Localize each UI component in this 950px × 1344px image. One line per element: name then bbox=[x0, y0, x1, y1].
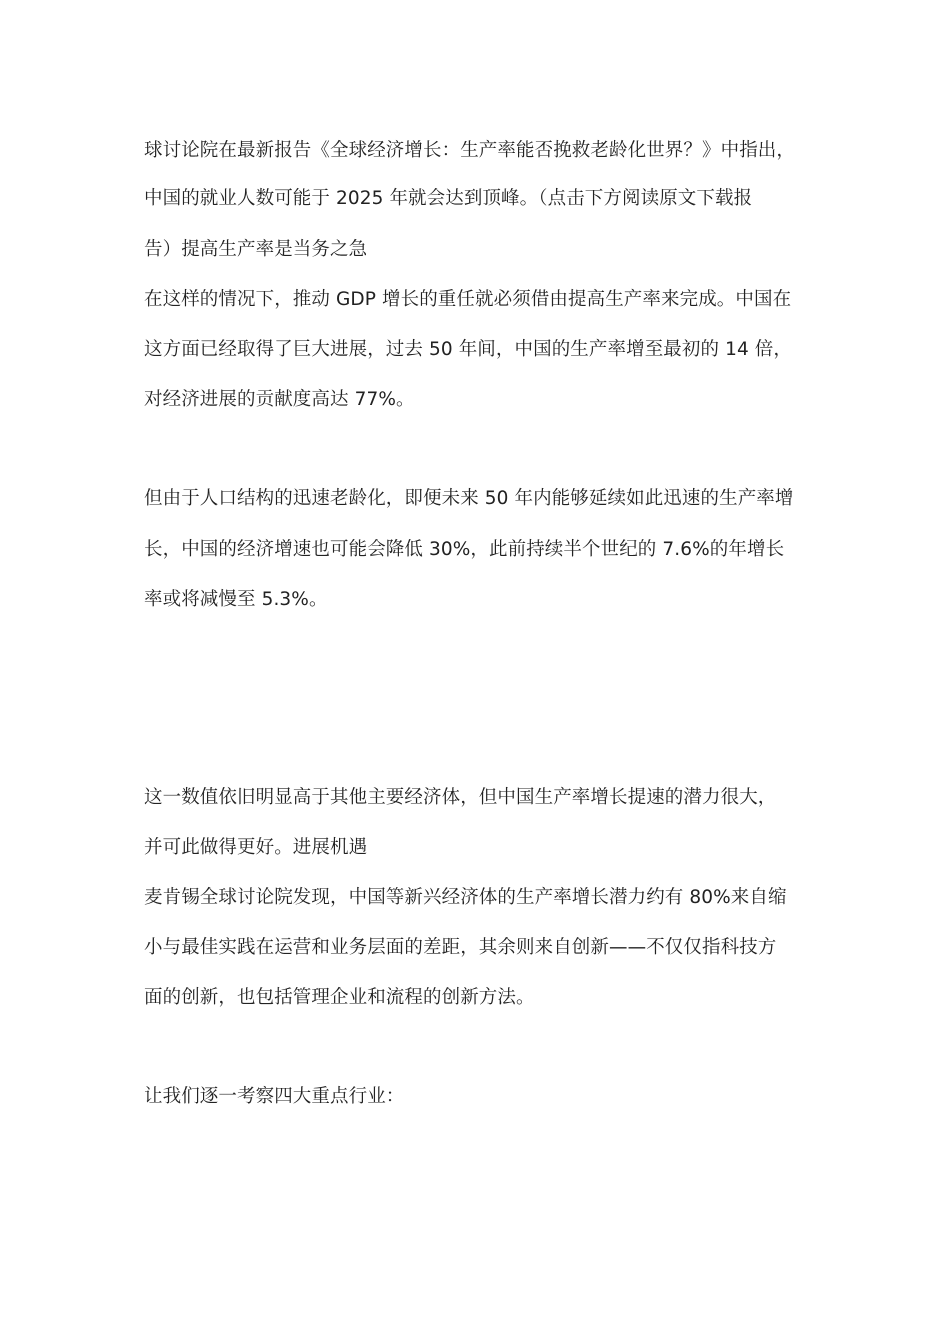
text-line: 长，中国的经济增速也可能会降低 30%，此前持续半个世纪的 7.6%的年增长 bbox=[144, 539, 785, 560]
text-line: 麦肯锡全球讨论院发现，中国等新兴经济体的生产率增长潜力约有 80%来自缩 bbox=[144, 887, 787, 908]
text-line: 对经济进展的贡献度高达 77%。 bbox=[144, 389, 415, 410]
text-line: 在这样的情况下，推动 GDP 增长的重任就必须借由提高生产率来完成。中国在 bbox=[144, 289, 792, 310]
text-line: 告）提高生产率是当务之急 bbox=[144, 239, 368, 260]
text-line: 但由于人口结构的迅速老龄化，即便未来 50 年内能够延续如此迅速的生产率增 bbox=[144, 488, 794, 509]
text-line: 面的创新，也包括管理企业和流程的创新方法。 bbox=[144, 987, 535, 1008]
text-line: 让我们逐一考察四大重点行业： bbox=[144, 1086, 405, 1107]
text-line: 率或将减慢至 5.3%。 bbox=[144, 589, 328, 610]
text-line: 这一数值依旧明显高于其他主要经济体，但中国生产率增长提速的潜力很大， bbox=[144, 787, 777, 808]
text-line: 这方面已经取得了巨大进展，过去 50 年间，中国的生产率增至最初的 14 倍， bbox=[144, 339, 793, 360]
text-line: 中国的就业人数可能于 2025 年就会达到顶峰。（点击下方阅读原文下载报 bbox=[144, 188, 753, 209]
text-line: 球讨论院在最新报告《全球经济增长：生产率能否挽救老龄化世界？》中指出， bbox=[144, 140, 796, 161]
text-line: 小与最佳实践在运营和业务层面的差距，其余则来自创新——不仅仅指科技方 bbox=[144, 937, 777, 958]
text-line: 并可此做得更好。进展机遇 bbox=[144, 837, 368, 858]
